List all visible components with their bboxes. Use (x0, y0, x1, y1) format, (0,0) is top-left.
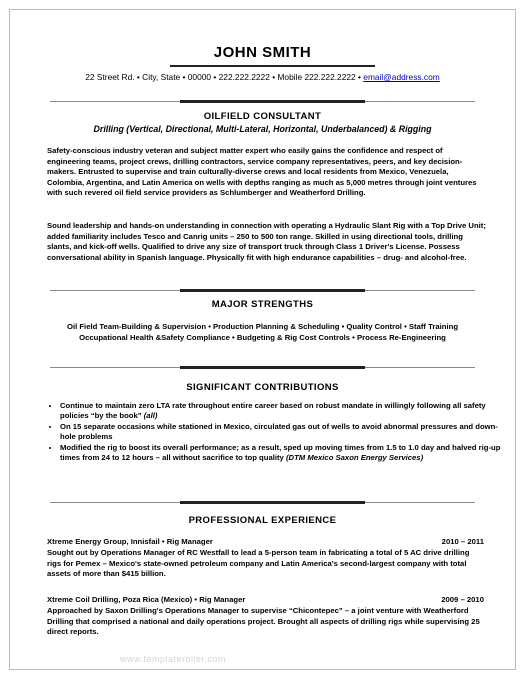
job-header (47, 595, 484, 606)
job-separator: • (194, 595, 200, 604)
job-dates: 2009 – 2010 (441, 595, 484, 604)
job-description: Sought out by Operations Manager of RC Westfall to lead a 5-person team in fabricating a total of 5 AC drive drilling rigs for Pemex – Mexico's state-owned petroleum company and Latin America's second-largest company with total assets of more than $415 billion. (47, 548, 470, 579)
job-role: Rig Manager (199, 595, 246, 604)
headline-title: OILFIELD CONSULTANT (203, 111, 322, 122)
contact-line (10, 72, 515, 82)
divider-accent (180, 366, 365, 369)
summary-paragraph-1: Safety-conscious industry veteran and subject matter expert who easily gains the confidence and respect of engineering teams, project crews, drilling contractors, service company representatives, peers, and key decision-makers. Entrusted to supervise and train culturally-diverse crews and local residents from Mexico, Venezuela, Colombia, Argentina, and Latin America on wells with depths ranging as much as 5,000 metres through joint ventures with such revered oil field service providers as Schlumberger and Weatherford Drilling. (47, 146, 477, 198)
resume-page (9, 9, 516, 670)
job-separator: • (161, 537, 167, 546)
summary-paragraph-2: Sound leadership and hands-on understanding in connection with operating a Hydraulic Slant Rig with a Top Drive Unit; added familiarity includes Tesco and Canrig units – 250 to 500 ton range. Skilled in using directional tools, drilling slants, and kick-off wells. Qualified to drive any size of transport truck through Class 1 Driver's License. Possess conversational ability in Spanish language. Physically fit with high endurance capabilities – drug- and alcohol-free. (47, 221, 486, 262)
divider-accent (180, 289, 365, 292)
strengths-title: MAJOR STRENGTHS (211, 299, 314, 310)
job-header (47, 537, 484, 548)
job-company: Xtreme Energy Group, Innisfail (47, 537, 160, 546)
contribution-item: • Modified the rig to boost its overall performance; as a result, sped up moving times from 1.5 to 1.0 day and halved rig-up times from 24 to 12 hours – all without sacrifice to top quality (DTM Mexico Saxon Energy Services) (60, 443, 504, 464)
strengths-list (10, 321, 515, 343)
email-link[interactable]: email@address.com (363, 72, 440, 82)
job-company: Xtreme Coil Drilling, Poza Rica (Mexico) (47, 595, 193, 604)
divider-accent (180, 100, 365, 103)
strengths-line-2: Occupational Health &Safety Compliance • Budgeting & Rig Cost Controls • Process Re-Engineering (79, 333, 446, 342)
contributions-list (36, 401, 504, 463)
contribution-item: • On 15 separate occasions while stationed in Mexico, circulated gas out of wells to avoid abnormal pressures and down-hole problems (60, 422, 504, 443)
name-underline (170, 65, 375, 67)
job-dates: 2010 – 2011 (441, 537, 484, 546)
strengths-line-1: Oil Field Team-Building & Supervision • Production Planning & Scheduling • Quality Control • Staff Training (66, 322, 459, 331)
experience-title: PROFESSIONAL EXPERIENCE (188, 515, 337, 526)
divider-accent (180, 501, 365, 504)
job-role: Rig Manager (166, 537, 213, 546)
contribution-item: • Continue to maintain zero LTA rate throughout entire career based on robust mandate in willingly following all safety policies “by the book” (all) (60, 401, 504, 422)
watermark: www.templateroller.com (120, 654, 227, 664)
job-description: Approached by Saxon Drilling's Operations Manager to supervise “Chicontepec” – a joint venture with Weatherford Drilling that comprised a national and daily operations project. Brought all aspects of drilling rigs while supervising 25 direct reports. (47, 606, 480, 637)
contributions-title: SIGNIFICANT CONTRIBUTIONS (186, 382, 339, 393)
candidate-name: JOHN SMITH (213, 44, 312, 61)
contact-address: 22 Street Rd. • City, State • 00000 • 222.222.2222 • Mobile 222.222.2222 • (85, 72, 361, 82)
headline-subtitle: Drilling (Vertical, Directional, Multi-Lateral, Horizontal, Underbalanced) & Rigging (93, 124, 432, 134)
